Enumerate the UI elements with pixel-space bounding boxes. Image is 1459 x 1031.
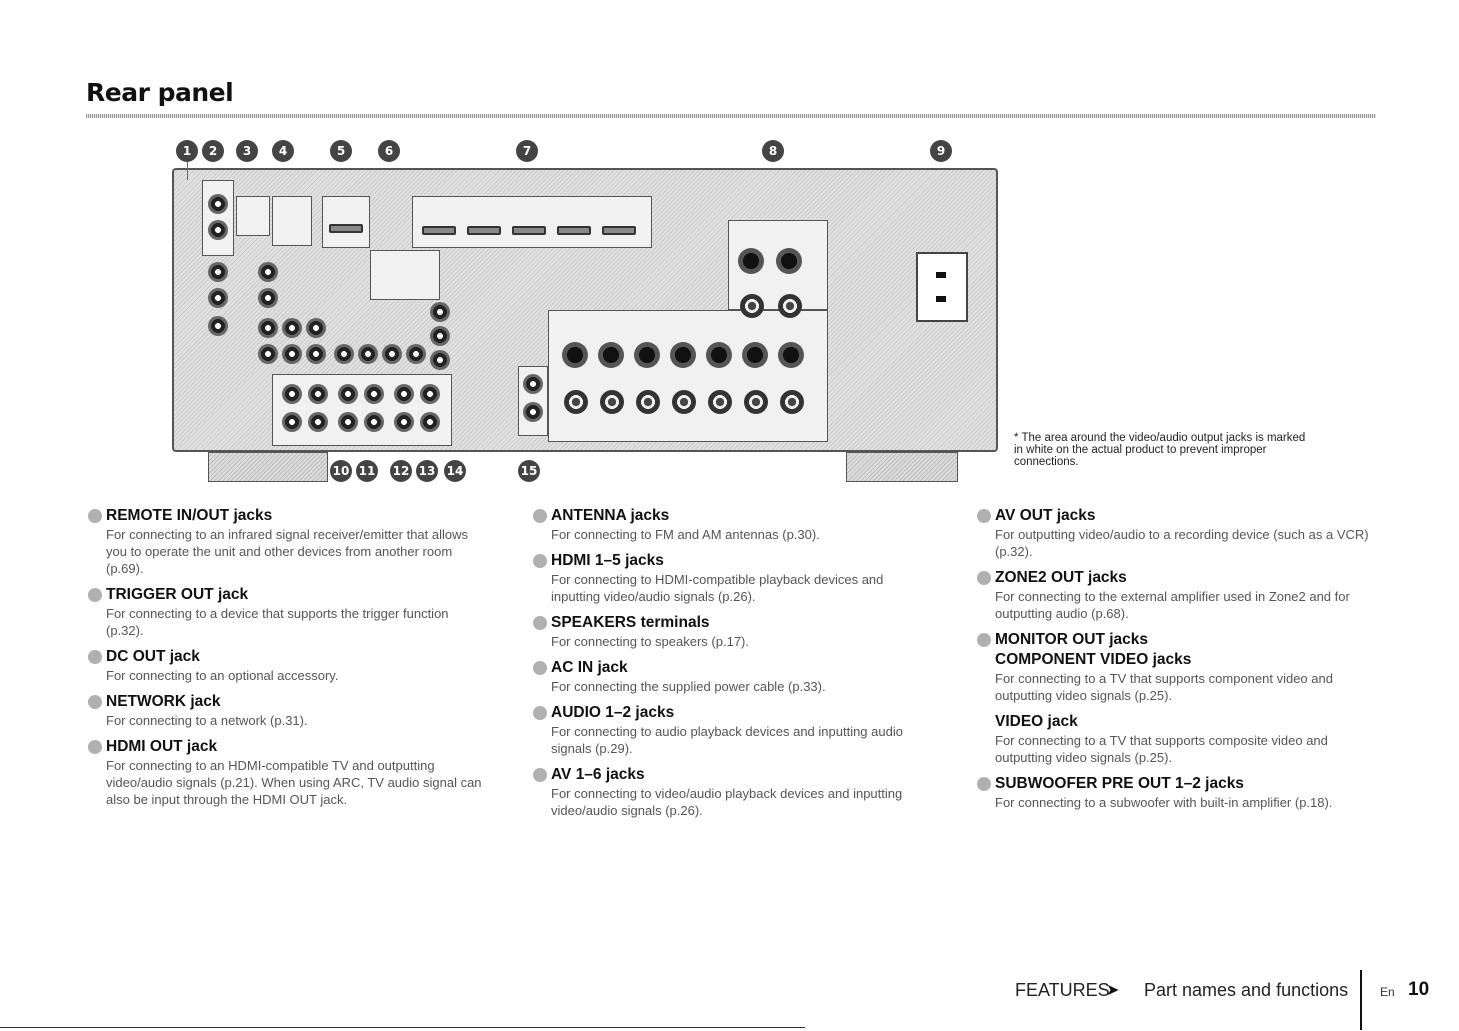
callout-7: 7 xyxy=(516,140,538,162)
item-antenna xyxy=(533,506,933,543)
callout-11: 11 xyxy=(356,460,378,482)
speaker-terminal xyxy=(562,342,588,368)
audio-jack xyxy=(308,412,328,432)
number-bullet-icon xyxy=(88,740,102,754)
hdmi-out-port xyxy=(329,224,363,233)
item-title: SUBWOOFER PRE OUT 1–2 jacks xyxy=(995,775,1244,792)
title-rule xyxy=(86,114,1376,118)
item-title: DC OUT jack xyxy=(106,648,200,665)
item-desc: For connecting to a subwoofer with built-in amplifier (p.18). xyxy=(995,795,1333,810)
speaker-terminal xyxy=(738,248,764,274)
item-desc: For connecting to a TV that supports component video and outputting video signals (p.25). xyxy=(995,671,1333,703)
item-hdmi-out xyxy=(88,737,488,808)
speaker-terminal xyxy=(780,390,804,414)
component-out-jack xyxy=(430,302,450,322)
item-subtitle: COMPONENT VIDEO jacks xyxy=(995,651,1192,668)
callout-12: 12 xyxy=(390,460,412,482)
av-jack xyxy=(258,262,278,282)
callout-5: 5 xyxy=(330,140,352,162)
audio-jack xyxy=(394,384,414,404)
footer-chapter-link[interactable]: Part names and functions xyxy=(1144,980,1349,1000)
dc-out-panel xyxy=(236,196,270,236)
speaker-terminal xyxy=(672,390,696,414)
item-desc: For connecting to an HDMI-compatible TV and outputting video/audio signals (p.21). When using ARC, TV audio signal can also be input through the HDMI OUT jack. xyxy=(106,758,482,807)
audio-jack xyxy=(420,412,440,432)
av-jack xyxy=(406,344,426,364)
footer-language: En xyxy=(1380,985,1395,999)
item-av xyxy=(533,765,933,819)
number-bullet-icon xyxy=(977,509,991,523)
item-desc: For connecting to the external amplifier used in Zone2 and for outputting audio (p.68). xyxy=(995,589,1350,621)
number-bullet-icon xyxy=(88,650,102,664)
av-jack xyxy=(358,344,378,364)
item-remote-in-out xyxy=(88,506,488,577)
item-title: AV 1–6 jacks xyxy=(551,766,645,783)
receiver-chassis xyxy=(172,168,998,452)
item-title: TRIGGER OUT jack xyxy=(106,586,249,603)
callout-8: 8 xyxy=(762,140,784,162)
number-bullet-icon xyxy=(533,661,547,675)
item-title: ANTENNA jacks xyxy=(551,507,670,524)
rear-panel-diagram xyxy=(160,134,1010,494)
item-desc: For connecting to video/audio playback devices and inputting video/audio signals (p.26). xyxy=(551,786,903,818)
network-panel xyxy=(272,196,312,246)
hdmi-in-port xyxy=(422,226,456,235)
callout-10: 10 xyxy=(330,460,352,482)
av-jack xyxy=(306,318,326,338)
number-bullet-icon xyxy=(533,509,547,523)
av-jack xyxy=(208,288,228,308)
item-av-out xyxy=(977,506,1377,560)
speakers-panel xyxy=(548,310,828,442)
remote-trigger-panel xyxy=(202,180,234,256)
hdmi-in-port xyxy=(602,226,636,235)
item-desc: For connecting to audio playback devices and inputting audio signals (p.29). xyxy=(551,724,903,756)
number-bullet-icon xyxy=(88,695,102,709)
page-number: 10 xyxy=(1408,979,1430,1000)
item-desc: For connecting to an optional accessory. xyxy=(106,668,339,683)
bottom-rule xyxy=(0,1027,805,1028)
hdmi-in-port xyxy=(467,226,501,235)
audio-jack xyxy=(420,384,440,404)
speaker-terminal xyxy=(742,342,768,368)
av-jack xyxy=(258,288,278,308)
footer-divider xyxy=(1360,970,1362,1030)
item-title: MONITOR OUT jacks xyxy=(995,631,1149,648)
item-audio xyxy=(533,703,933,757)
description-column-1 xyxy=(88,506,488,816)
av-jack xyxy=(208,262,228,282)
audio-jack xyxy=(338,412,358,432)
av-jack xyxy=(382,344,402,364)
item-title: NETWORK jack xyxy=(106,693,221,710)
speaker-terminal xyxy=(636,390,660,414)
av-jack xyxy=(258,344,278,364)
number-bullet-icon xyxy=(977,633,991,647)
item-title: HDMI 1–5 jacks xyxy=(551,552,664,569)
item-hdmi-in xyxy=(533,551,933,605)
hdmi-in-panel xyxy=(412,196,652,248)
item-speakers xyxy=(533,613,933,650)
subwoofer-jack xyxy=(523,374,543,394)
speaker-terminal xyxy=(778,294,802,318)
number-bullet-icon xyxy=(533,706,547,720)
item-title: AC IN jack xyxy=(551,659,628,676)
number-bullet-icon xyxy=(977,777,991,791)
item-desc: For connecting the supplied power cable (p.33). xyxy=(551,679,826,694)
av-jack xyxy=(306,344,326,364)
ac-inlet xyxy=(916,252,968,322)
item-title: AUDIO 1–2 jacks xyxy=(551,704,675,721)
diagram-footnote: * The area around the video/audio output jacks is marked in white on the actual product to prevent improper connections. xyxy=(1014,432,1306,468)
page-title: Rear panel xyxy=(86,78,234,107)
audio-jack xyxy=(364,412,384,432)
av-jack xyxy=(282,344,302,364)
callout-6: 6 xyxy=(378,140,400,162)
item-title: HDMI OUT jack xyxy=(106,738,218,755)
hdmi-out-panel xyxy=(322,196,370,248)
right-foot xyxy=(846,452,958,482)
component-out-jack xyxy=(430,350,450,370)
speaker-terminal xyxy=(708,390,732,414)
item-desc: For connecting to a device that supports the trigger function (p.32). xyxy=(106,606,449,638)
description-column-3 xyxy=(977,506,1377,819)
audio-jack xyxy=(282,384,302,404)
item-desc: For connecting to a TV that supports composite video and outputting video signals (p.25). xyxy=(995,733,1328,765)
callout-1: 1 xyxy=(176,140,198,162)
item-trigger-out xyxy=(88,585,488,639)
item-desc: For outputting video/audio to a recording device (such as a VCR) (p.32). xyxy=(995,527,1369,559)
callout-4: 4 xyxy=(272,140,294,162)
subwoofer-jack xyxy=(523,402,543,422)
callout-3: 3 xyxy=(236,140,258,162)
callout-9: 9 xyxy=(930,140,952,162)
item-desc: For connecting to HDMI-compatible playback devices and inputting video/audio signals (p.26). xyxy=(551,572,884,604)
speaker-terminal xyxy=(634,342,660,368)
speaker-terminal xyxy=(598,342,624,368)
component-out-jack xyxy=(430,326,450,346)
callout-14: 14 xyxy=(444,460,466,482)
number-bullet-icon xyxy=(533,554,547,568)
number-bullet-icon xyxy=(533,768,547,782)
item-title: AV OUT jacks xyxy=(995,507,1096,524)
breadcrumb-arrow-icon: ➤ xyxy=(1106,982,1120,999)
callout-15: 15 xyxy=(518,460,540,482)
av-jack xyxy=(282,318,302,338)
av-jack xyxy=(208,316,228,336)
item-title: ZONE2 OUT jacks xyxy=(995,569,1127,586)
item-monitor-out xyxy=(977,630,1377,704)
item-title: REMOTE IN/OUT jacks xyxy=(106,507,273,524)
number-bullet-icon xyxy=(533,616,547,630)
speaker-terminal xyxy=(744,390,768,414)
number-bullet-icon xyxy=(88,509,102,523)
item-title: VIDEO jack xyxy=(995,713,1078,730)
speaker-terminal xyxy=(564,390,588,414)
audio-jack xyxy=(394,412,414,432)
description-column-2 xyxy=(533,506,933,827)
speaker-terminal xyxy=(778,342,804,368)
speaker-terminal xyxy=(776,248,802,274)
ac-pin xyxy=(936,296,946,302)
item-title: SPEAKERS terminals xyxy=(551,614,710,631)
antenna-panel xyxy=(370,250,440,300)
av-jack xyxy=(258,318,278,338)
hdmi-in-port xyxy=(512,226,546,235)
audio-jack xyxy=(364,384,384,404)
item-video xyxy=(977,712,1377,766)
number-bullet-icon xyxy=(977,571,991,585)
ac-pin xyxy=(936,272,946,278)
item-desc: For connecting to a network (p.31). xyxy=(106,713,308,728)
av-jack xyxy=(334,344,354,364)
item-desc: For connecting to an infrared signal receiver/emitter that allows you to operate the unit and other devices from another room (p.69). xyxy=(106,527,469,576)
callout-13: 13 xyxy=(416,460,438,482)
item-subwoofer-pre-out xyxy=(977,774,1377,811)
audio-jack xyxy=(308,384,328,404)
item-dc-out xyxy=(88,647,488,684)
audio-jack xyxy=(282,412,302,432)
hdmi-in-port xyxy=(557,226,591,235)
item-network xyxy=(88,692,488,729)
callout-2: 2 xyxy=(202,140,224,162)
trigger-out-jack xyxy=(208,194,228,214)
item-ac-in xyxy=(533,658,933,695)
item-desc: For connecting to FM and AM antennas (p.30). xyxy=(551,527,820,542)
footer-section-link[interactable]: FEATURES xyxy=(1015,980,1110,1000)
remote-jack xyxy=(208,220,228,240)
left-foot xyxy=(208,452,328,482)
number-bullet-icon xyxy=(88,588,102,602)
speaker-terminal xyxy=(670,342,696,368)
speaker-terminal xyxy=(740,294,764,318)
item-zone2-out xyxy=(977,568,1377,622)
speaker-terminal xyxy=(600,390,624,414)
speaker-terminal xyxy=(706,342,732,368)
item-desc: For connecting to speakers (p.17). xyxy=(551,634,749,649)
audio-jack xyxy=(338,384,358,404)
